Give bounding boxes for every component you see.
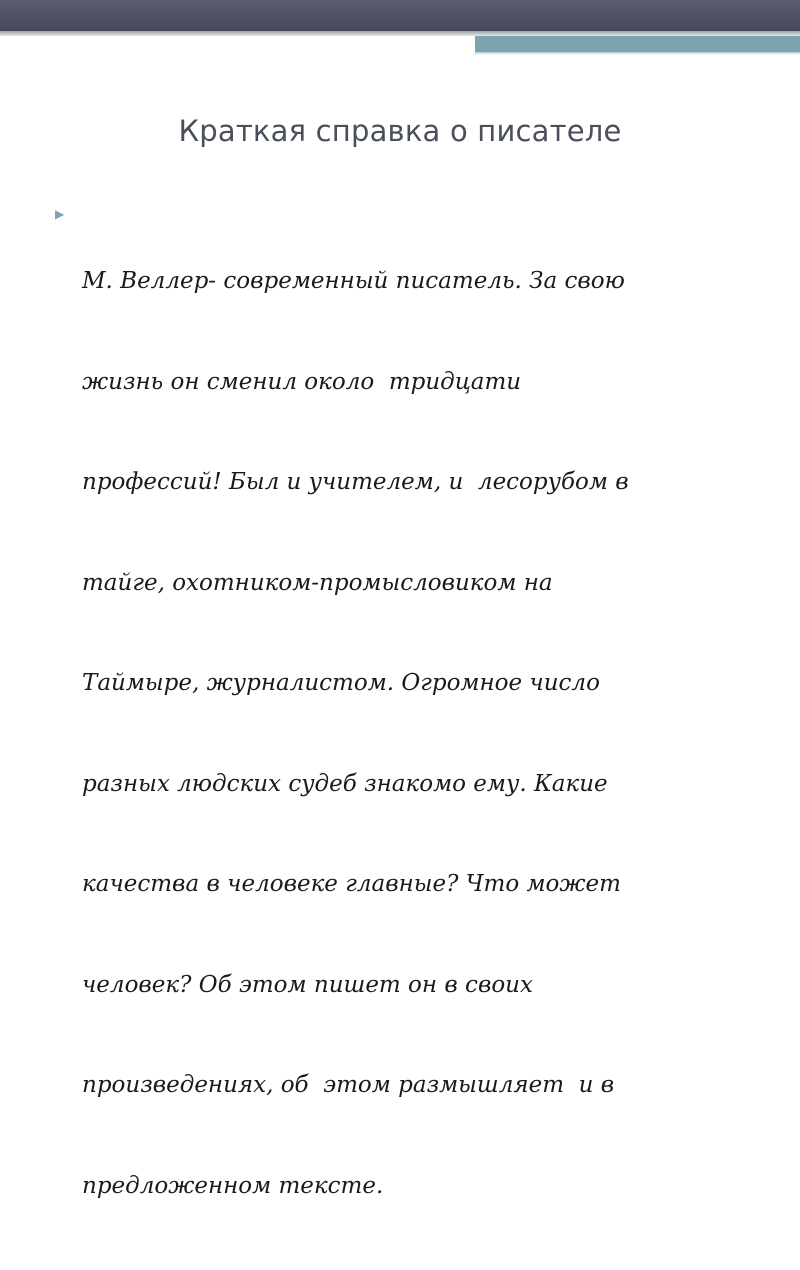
bullet-line: жизнь он сменил около тридцати <box>82 368 522 395</box>
bullet-line: Таймыре, журналистом. Огромное число <box>82 670 600 696</box>
header-accent-bar <box>475 36 800 52</box>
header-accent-shadow <box>475 52 800 55</box>
bullet-line: тайге, охотником-промысловиком на <box>82 569 553 596</box>
bullet-line: разных людских судеб знакомо ему. Какие <box>82 770 608 797</box>
bullet-line: М. Веллер- современный писатель. За свою <box>82 268 625 294</box>
bullet-line: качества в человеке главные? Что может <box>82 871 621 897</box>
slide-title: Краткая справка о писателе <box>178 114 622 148</box>
bullet-line: человек? Об этом пишет он в своих <box>82 971 533 998</box>
bullet-line: предложенном тексте. <box>82 1172 384 1199</box>
header-dark-bar <box>0 0 800 31</box>
bullet-line: профессий! Был и учителем, и лесорубом в <box>82 469 629 495</box>
bullet-line: произведениях, об этом размышляет и в <box>82 1072 615 1098</box>
triangle-bullet-icon: ▶ <box>55 207 65 221</box>
slide-body <box>55 198 745 1270</box>
bullet-text <box>82 198 745 1270</box>
bullet-item <box>55 198 745 1270</box>
